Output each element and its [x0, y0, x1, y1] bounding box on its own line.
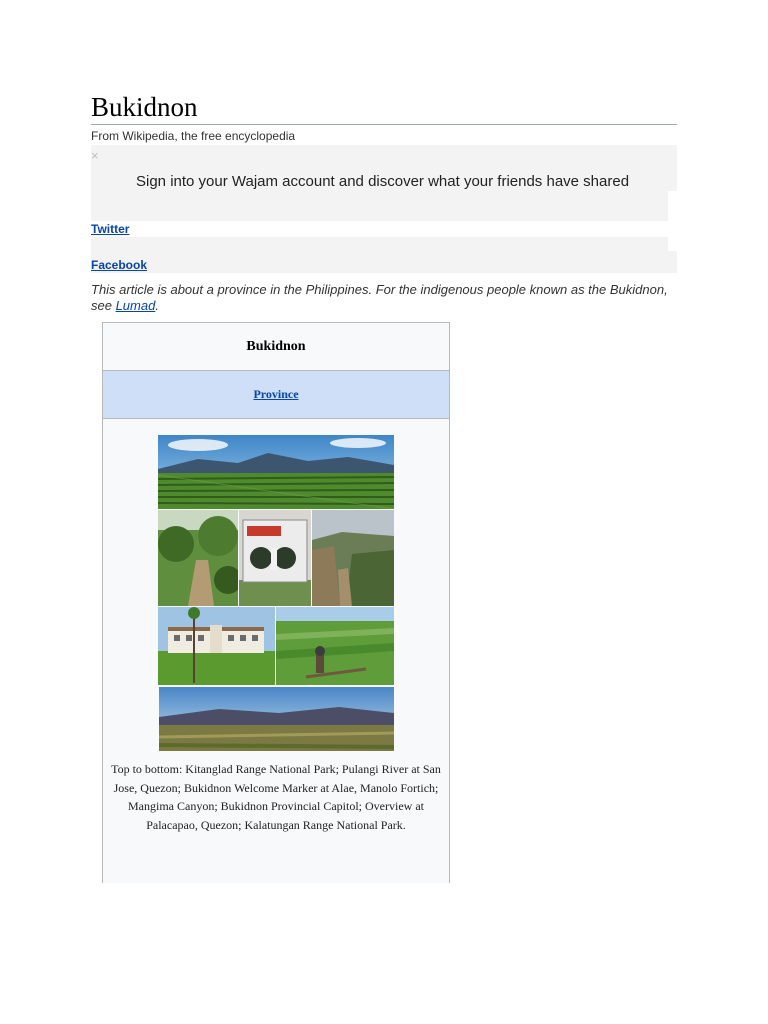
close-icon[interactable]: ×: [91, 148, 99, 163]
mangima-canyon-photo: [312, 510, 394, 606]
kitanglad-photo: [158, 435, 394, 509]
province-link[interactable]: Province: [253, 387, 299, 401]
kalatungan-range-photo: [159, 687, 394, 751]
title-divider: [91, 124, 677, 125]
twitter-link[interactable]: Twitter: [91, 222, 130, 236]
banner-gap: [668, 237, 677, 251]
page-title: Bukidnon: [91, 92, 198, 122]
banner-gap: [668, 191, 677, 221]
wajam-message: Sign into your Wajam account and discover what your friends have shared: [136, 173, 630, 190]
facebook-link[interactable]: Facebook: [91, 258, 148, 272]
photo-montage[interactable]: [158, 435, 394, 751]
hatnote: [91, 282, 681, 314]
tagline: From Wikipedia, the free encyclopedia: [91, 129, 296, 143]
hatnote-end: .: [155, 298, 159, 313]
facebook-row: [91, 257, 677, 273]
palacapao-overview-photo: [276, 607, 394, 685]
provincial-capitol-photo: [158, 607, 275, 685]
wajam-banner: [91, 145, 677, 273]
infobox-subheader: [103, 371, 449, 419]
lumad-link[interactable]: Lumad: [115, 298, 156, 313]
twitter-row: [91, 221, 677, 237]
hatnote-text: This article is about a province in the Philippines. For the indigenous people known as the Bukidnon, see: [91, 282, 668, 313]
infobox: [102, 322, 450, 883]
welcome-marker-photo: [239, 510, 311, 606]
pulangi-river-photo: [158, 510, 238, 606]
infobox-caption: Top to bottom: Kitanglad Range National Park; Pulangi River at San Jose, Quezon; Bukidnon Welcome Marker at Alae, Manolo Fortich; Mangima Canyon; Bukidnon Provincial Capitol; Overview at Palacapao, Quezon; Kalatungan Range National Park.: [111, 762, 441, 832]
infobox-title: Bukidnon: [103, 323, 449, 371]
